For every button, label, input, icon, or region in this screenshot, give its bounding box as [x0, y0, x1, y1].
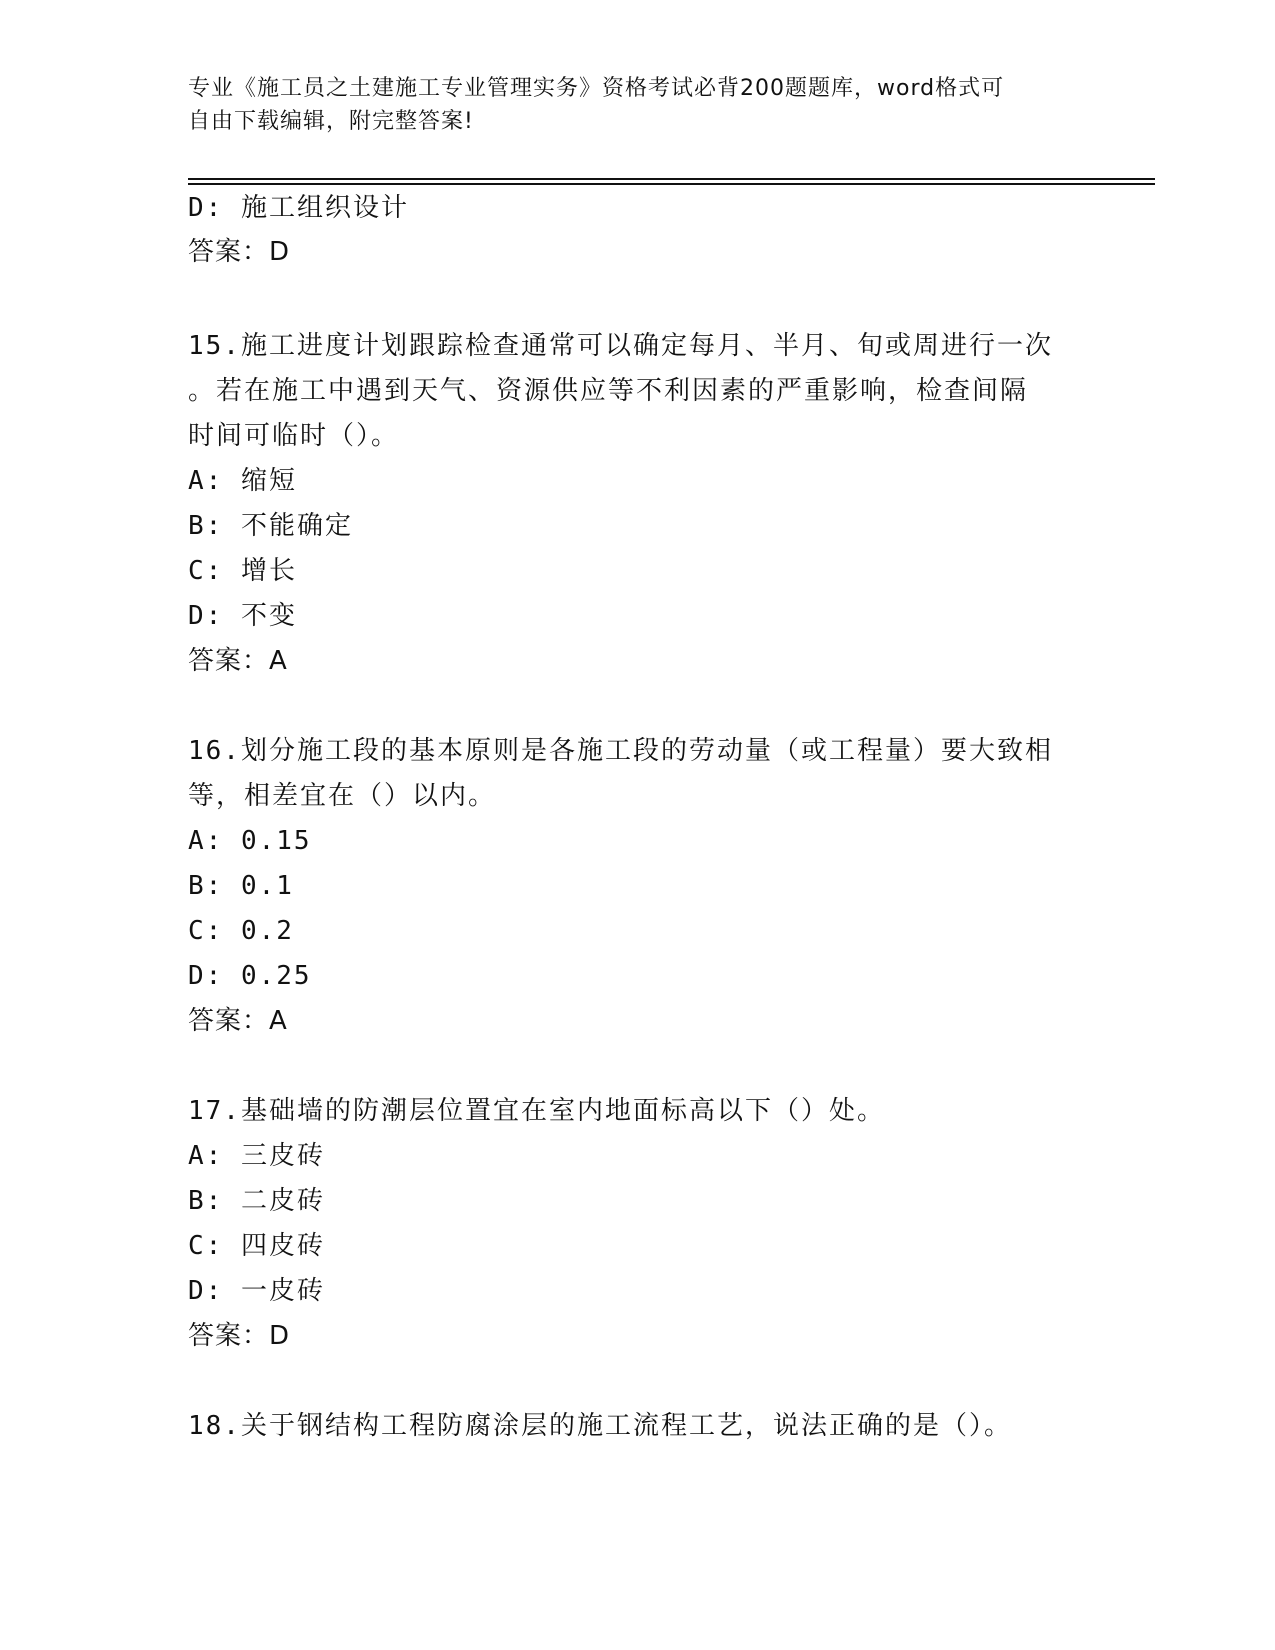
q15-option-a: A: 缩短 [188, 466, 297, 496]
q16-stem-line-1: 16.划分施工段的基本原则是各施工段的劳动量（或工程量）要大致相 [188, 736, 1053, 766]
header-divider-top [188, 178, 1155, 180]
q16-option-d: D: 0.25 [188, 961, 312, 991]
prev-option-d: D: 施工组织设计 [188, 193, 409, 223]
q15-option-c: C: 增长 [188, 556, 297, 586]
q17-option-d: D: 一皮砖 [188, 1276, 325, 1306]
q15-option-d: D: 不变 [188, 601, 297, 631]
q15-stem-line-1: 15.施工进度计划跟踪检查通常可以确定每月、半月、旬或周进行一次 [188, 331, 1053, 361]
q17-option-a: A: 三皮砖 [188, 1141, 325, 1171]
q17-option-c: C: 四皮砖 [188, 1231, 325, 1261]
q15-option-b: B: 不能确定 [188, 511, 353, 541]
q16-answer: 答案：A [188, 1006, 288, 1036]
q17-option-b: B: 二皮砖 [188, 1186, 325, 1216]
q16-option-a: A: 0.15 [188, 826, 312, 856]
q15-stem-line-2: 。若在施工中遇到天气、资源供应等不利因素的严重影响，检查间隔 [188, 376, 1029, 406]
page-header [188, 72, 1068, 138]
q17-stem-line-1: 17.基础墙的防潮层位置宜在室内地面标高以下（）处。 [188, 1096, 885, 1126]
prev-answer: 答案：D [188, 237, 291, 267]
q16-option-c: C: 0.2 [188, 916, 294, 946]
header-line-2: 自由下载编辑，附完整答案! [188, 109, 474, 134]
q17-answer: 答案：D [188, 1321, 291, 1351]
q15-stem-line-3: 时间可临时（）。 [188, 421, 400, 451]
q16-stem-line-2: 等，相差宜在（）以内。 [188, 781, 497, 811]
q15-answer: 答案：A [188, 646, 288, 676]
header-divider-bottom [188, 183, 1155, 185]
q16-option-b: B: 0.1 [188, 871, 294, 901]
q18-stem-line-1: 18.关于钢结构工程防腐涂层的施工流程工艺，说法正确的是（）。 [188, 1411, 1012, 1441]
header-line-1: 专业《施工员之土建施工专业管理实务》资格考试必背200题题库，word格式可 [188, 76, 1005, 101]
